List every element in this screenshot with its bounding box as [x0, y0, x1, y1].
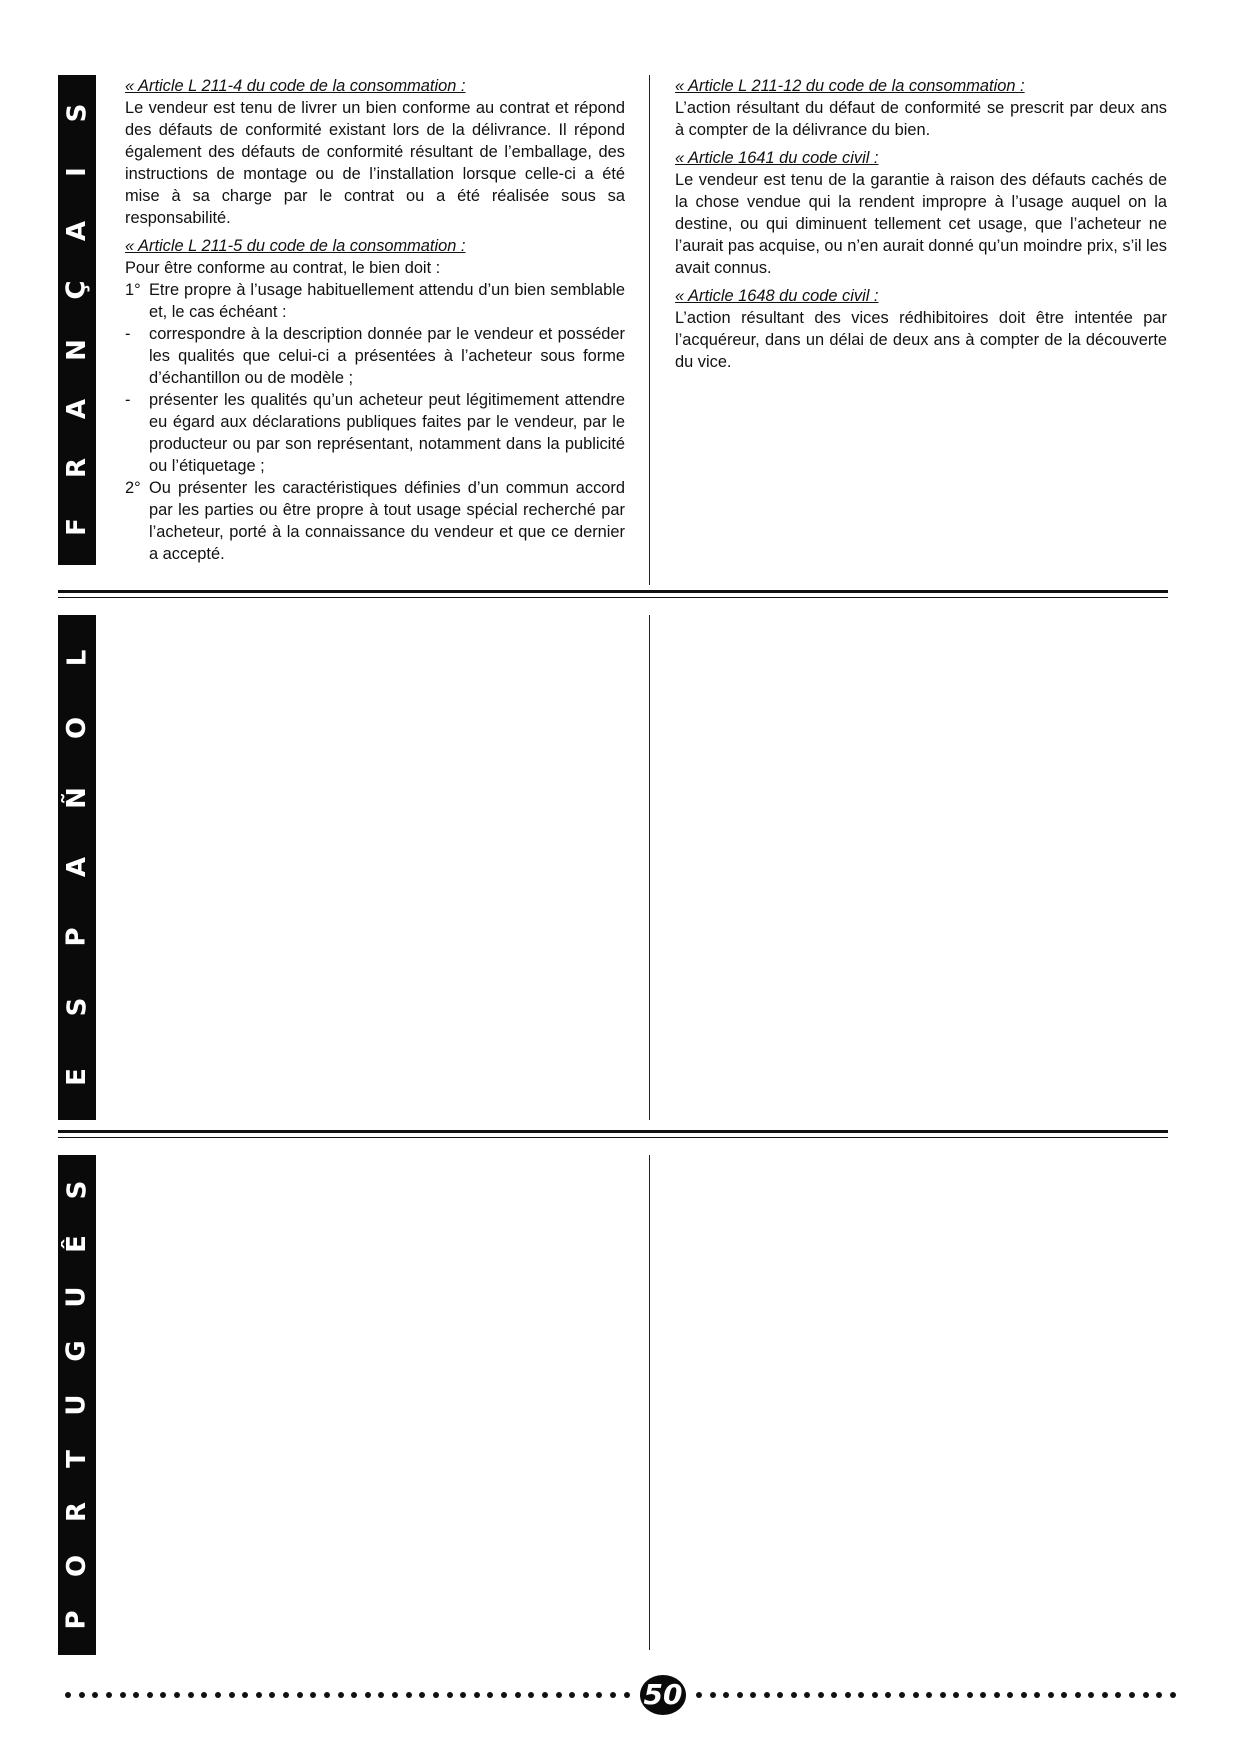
tab-letter: P: [62, 927, 92, 947]
tab-letter: U: [62, 1394, 92, 1416]
leader-dot: [419, 1692, 425, 1698]
leader-dot: [750, 1692, 756, 1698]
leader-dot: [1143, 1692, 1149, 1698]
leader-dot: [1021, 1692, 1027, 1698]
leader-dot: [392, 1692, 398, 1698]
list-item: [125, 279, 625, 323]
leader-dot: [556, 1692, 562, 1698]
tab-letter: S: [61, 1180, 92, 1200]
list-item: [125, 389, 625, 477]
leader-dot: [297, 1692, 303, 1698]
leader-dot: [764, 1692, 770, 1698]
leader-dot: [65, 1692, 71, 1698]
leader-dot: [433, 1692, 439, 1698]
leader-dot: [120, 1692, 126, 1698]
page-footer: [60, 1675, 1180, 1715]
leader-dot: [515, 1692, 521, 1698]
list-item-text: présenter les qualités qu’un acheteur peut légitimement attendre eu égard aux déclarations publiques faites par le vendeur, par le producteur ou par son représentant, notamment dans la publicité ou l’étiquetage ;: [149, 391, 625, 475]
leader-dot: [899, 1692, 905, 1698]
article-heading: « Article 1641 du code civil :: [675, 149, 879, 167]
article-l211-12: [675, 75, 1167, 141]
section-portugues: [58, 1155, 1168, 1655]
tab-letter: R: [62, 458, 92, 479]
tab-letter: A: [62, 398, 92, 419]
list-marker: -: [125, 325, 131, 343]
leader-dot: [338, 1692, 344, 1698]
leader-dot: [188, 1692, 194, 1698]
column-divider: [649, 1155, 650, 1650]
leader-dot: [460, 1692, 466, 1698]
leader-dot: [818, 1692, 824, 1698]
tab-letter: O: [61, 716, 92, 739]
list-marker: 1°: [125, 281, 141, 299]
leader-dot: [215, 1692, 221, 1698]
list-item: [125, 323, 625, 389]
leader-dot: [610, 1692, 616, 1698]
language-tab-espanol: [58, 615, 96, 1120]
column-right-francais: [675, 75, 1167, 379]
tab-letter: P: [62, 1610, 92, 1630]
leader-dot: [723, 1692, 729, 1698]
article-l211-5: [125, 235, 625, 565]
list-marker: 2°: [125, 479, 141, 497]
tab-letter: U: [62, 1286, 92, 1308]
leader-dot: [1129, 1692, 1135, 1698]
leader-dot: [583, 1692, 589, 1698]
tab-letter: I: [62, 167, 92, 177]
tab-letter: G: [62, 1340, 92, 1362]
leader-dot: [1088, 1692, 1094, 1698]
article-text: Le vendeur est tenu de la garantie à raison des défauts cachés de la chose vendue qui la rendent impropre à l’usage auquel on la destine, ou qui diminuent tellement cet usage, que l’acheteur ne l’aurait pas acquise, ou n’en aurait donné qu’un moindre prix, s’il les avait connus.: [675, 171, 1168, 277]
article-l211-4: [125, 75, 625, 229]
leader-dot: [79, 1692, 85, 1698]
leader-dot: [791, 1692, 797, 1698]
leader-dot: [106, 1692, 112, 1698]
list-marker: -: [125, 391, 131, 409]
leader-dot: [378, 1692, 384, 1698]
leader-dot: [174, 1692, 180, 1698]
leader-dot: [1170, 1692, 1176, 1698]
leader-dot: [994, 1692, 1000, 1698]
leader-dot: [804, 1692, 810, 1698]
leader-dot: [596, 1692, 602, 1698]
language-tab-francais: [58, 75, 96, 565]
leader-dot: [967, 1692, 973, 1698]
leader-dot: [201, 1692, 207, 1698]
tab-letter: T: [62, 1449, 92, 1468]
list-item-text: Etre propre à l’usage habituellement attendu d’un bien semblable et, le cas échéant :: [149, 281, 625, 321]
tab-letter: E: [61, 1068, 92, 1086]
tab-letter: R: [62, 1502, 92, 1523]
tab-letter: Ñ: [61, 786, 92, 809]
section-rule: [58, 590, 1168, 598]
leader-dot: [1115, 1692, 1121, 1698]
leader-dot: [1102, 1692, 1108, 1698]
leader-dot: [310, 1692, 316, 1698]
leader-dot: [1156, 1692, 1162, 1698]
leader-dot: [885, 1692, 891, 1698]
leader-dot: [92, 1692, 98, 1698]
leader-dot: [1034, 1692, 1040, 1698]
tab-letter: S: [61, 997, 92, 1017]
leader-dot: [913, 1692, 919, 1698]
article-intro: Pour être conforme au contrat, le bien doit :: [125, 259, 441, 277]
language-tab-portugues: [58, 1155, 96, 1655]
leader-dot: [980, 1692, 986, 1698]
list-item: [125, 477, 625, 565]
leader-dot: [542, 1692, 548, 1698]
leader-dot: [777, 1692, 783, 1698]
article-text: Le vendeur est tenu de livrer un bien conforme au contrat et répond des défauts de conformité existant lors de la délivrance. Il répond également des défauts de conformité résultant de l’emballage, des instructions de montage ou de l’installation lorsque celle-ci a été mise à sa charge par le contrat ou a été réalisée sous sa responsabilité.: [125, 99, 625, 227]
leader-dot: [147, 1692, 153, 1698]
leader-dot: [696, 1692, 702, 1698]
leader-dot: [1061, 1692, 1067, 1698]
leader-dot: [269, 1692, 275, 1698]
leader-dot: [528, 1692, 534, 1698]
leader-dot: [710, 1692, 716, 1698]
column-divider: [649, 615, 650, 1120]
article-text: L’action résultant des vices rédhibitoires doit être intentée par l’acquéreur, dans un délai de deux ans à compter de la découverte du vice.: [675, 309, 1167, 371]
dot-leader-right: [696, 1692, 1176, 1700]
column-left-francais: [125, 75, 625, 571]
leader-dot: [365, 1692, 371, 1698]
leader-dot: [926, 1692, 932, 1698]
leader-dot: [474, 1692, 480, 1698]
leader-dot: [160, 1692, 166, 1698]
tab-letter: A: [62, 857, 92, 878]
leader-dot: [283, 1692, 289, 1698]
leader-dot: [487, 1692, 493, 1698]
tab-letter: O: [61, 1555, 92, 1578]
leader-dot: [624, 1692, 630, 1698]
tab-letter: F: [61, 518, 92, 537]
article-heading: « Article L 211-4 du code de la consommation :: [125, 77, 466, 95]
leader-dot: [1075, 1692, 1081, 1698]
leader-dot: [940, 1692, 946, 1698]
tab-letter: L: [61, 649, 92, 667]
leader-dot: [351, 1692, 357, 1698]
leader-dot: [133, 1692, 139, 1698]
tab-letter: Ç: [62, 280, 92, 300]
article-heading: « Article L 211-5 du code de la consommation :: [125, 237, 466, 255]
leader-dot: [872, 1692, 878, 1698]
leader-dot: [831, 1692, 837, 1698]
leader-dot: [569, 1692, 575, 1698]
leader-dot: [858, 1692, 864, 1698]
tab-letter: N: [61, 338, 92, 361]
list-item-text: Ou présenter les caractéristiques définies d’un commun accord par les parties ou être propre à tout usage spécial recherché par l’acheteur, porté à la connaissance du vendeur et que ce dernier a accepté.: [149, 479, 625, 563]
section-francais: [58, 75, 1168, 580]
leader-dot: [1048, 1692, 1054, 1698]
section-espanol: [58, 615, 1168, 1120]
list-item-text: correspondre à la description donnée par le vendeur et posséder les qualités que celui-ci a présentées à l’acheteur sous forme d’échantillon ou de modèle ;: [149, 325, 625, 387]
leader-dot: [845, 1692, 851, 1698]
article-heading: « Article 1648 du code civil :: [675, 287, 879, 305]
column-divider: [649, 75, 650, 585]
leader-dot: [1007, 1692, 1013, 1698]
article-text: L’action résultant du défaut de conformité se prescrit par deux ans à compter de la délivrance du bien.: [675, 99, 1167, 139]
tab-letter: Ê: [61, 1234, 92, 1253]
leader-dot: [256, 1692, 262, 1698]
leader-dot: [737, 1692, 743, 1698]
tab-letter: S: [61, 103, 92, 122]
dot-leader-left: [65, 1692, 630, 1700]
leader-dot: [447, 1692, 453, 1698]
section-rule: [58, 1130, 1168, 1138]
leader-dot: [501, 1692, 507, 1698]
tab-letter: A: [62, 221, 92, 242]
leader-dot: [242, 1692, 248, 1698]
leader-dot: [229, 1692, 235, 1698]
leader-dot: [324, 1692, 330, 1698]
article-1641: [675, 147, 1167, 279]
article-heading: « Article L 211-12 du code de la consommation :: [675, 77, 1025, 95]
leader-dot: [953, 1692, 959, 1698]
leader-dot: [406, 1692, 412, 1698]
article-1648: [675, 285, 1167, 373]
page-number: 50: [640, 1675, 686, 1715]
